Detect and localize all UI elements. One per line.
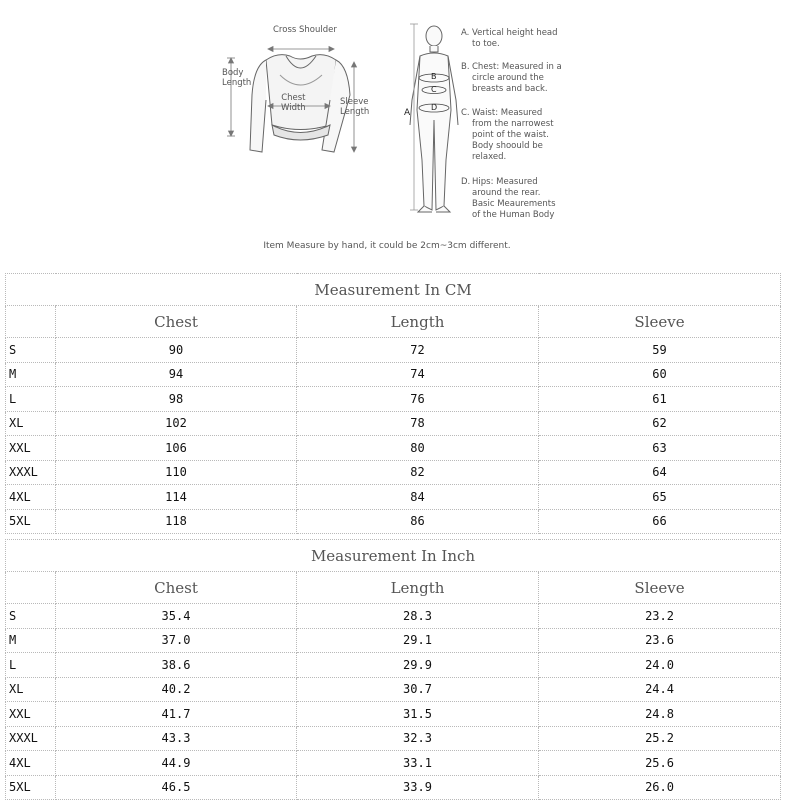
sleeve-cell: 61 xyxy=(539,387,781,412)
size-cell: M xyxy=(6,362,56,387)
header-chest: Chest xyxy=(56,306,297,338)
size-table-inch xyxy=(5,539,781,800)
table-row xyxy=(6,628,781,653)
sleeve-cell: 23.2 xyxy=(539,604,781,629)
sleeve-cell: 26.0 xyxy=(539,775,781,800)
chest-cell: 44.9 xyxy=(56,751,297,776)
sleeve-cell: 24.8 xyxy=(539,702,781,727)
chest-cell: 102 xyxy=(56,411,297,436)
size-cell: L xyxy=(6,387,56,412)
chest-cell: 43.3 xyxy=(56,726,297,751)
sleeve-cell: 66 xyxy=(539,509,781,534)
length-cell: 28.3 xyxy=(297,604,539,629)
table-row xyxy=(6,338,781,363)
size-cell: S xyxy=(6,338,56,363)
sleeve-cell: 24.4 xyxy=(539,677,781,702)
header-length: Length xyxy=(297,306,539,338)
header-length: Length xyxy=(297,572,539,604)
length-cell: 76 xyxy=(297,387,539,412)
sleeve-length-label: Sleeve Length xyxy=(340,97,370,117)
table-row xyxy=(6,775,781,800)
length-cell: 33.1 xyxy=(297,751,539,776)
size-cell: XXL xyxy=(6,702,56,727)
chest-cell: 114 xyxy=(56,485,297,510)
size-cell: XL xyxy=(6,677,56,702)
measurement-disclaimer: Item Measure by hand, it could be 2cm~3cm different. xyxy=(263,241,511,251)
length-cell: 30.7 xyxy=(297,677,539,702)
sleeve-cell: 25.6 xyxy=(539,751,781,776)
cross-shoulder-label: Cross Shoulder xyxy=(273,25,337,35)
size-cell: 4XL xyxy=(6,485,56,510)
length-cell: 84 xyxy=(297,485,539,510)
length-cell: 72 xyxy=(297,338,539,363)
table-title-cm: Measurement In CM xyxy=(6,274,781,306)
size-cell: XXL xyxy=(6,436,56,461)
figure-marker-c: C xyxy=(431,85,437,94)
note-a xyxy=(461,28,558,50)
length-cell: 74 xyxy=(297,362,539,387)
note-d xyxy=(461,177,556,221)
sleeve-cell: 65 xyxy=(539,485,781,510)
table-row xyxy=(6,702,781,727)
note-c xyxy=(461,108,554,163)
chest-cell: 40.2 xyxy=(56,677,297,702)
figure-marker-d: D xyxy=(431,103,438,112)
table-row xyxy=(6,677,781,702)
size-cell: L xyxy=(6,653,56,678)
note-d-key: D. xyxy=(461,177,471,187)
size-cell: XL xyxy=(6,411,56,436)
size-cell: 5XL xyxy=(6,775,56,800)
figure-marker-a: A xyxy=(404,108,411,118)
size-cell: XXXL xyxy=(6,726,56,751)
garment-and-body-diagram xyxy=(0,0,804,265)
body-length-label: Body Length xyxy=(222,68,252,88)
header-size xyxy=(6,306,56,338)
chest-cell: 41.7 xyxy=(56,702,297,727)
note-a-text: Vertical height head to toe. xyxy=(472,28,558,49)
header-size xyxy=(6,572,56,604)
table-row xyxy=(6,509,781,534)
size-cell: S xyxy=(6,604,56,629)
note-d-text: Hips: Measured around the rear. Basic Meaurements of the Human Body xyxy=(472,177,556,220)
note-b xyxy=(461,62,562,95)
length-cell: 29.1 xyxy=(297,628,539,653)
note-b-key: B. xyxy=(461,62,470,72)
chest-cell: 90 xyxy=(56,338,297,363)
figure-marker-b: B xyxy=(431,72,437,81)
length-cell: 86 xyxy=(297,509,539,534)
note-a-key: A. xyxy=(461,28,470,38)
table-row xyxy=(6,411,781,436)
inch-table-body xyxy=(6,604,781,800)
chest-cell: 35.4 xyxy=(56,604,297,629)
length-cell: 78 xyxy=(297,411,539,436)
size-guide-illustration xyxy=(0,0,804,265)
sleeve-cell: 23.6 xyxy=(539,628,781,653)
chest-cell: 110 xyxy=(56,460,297,485)
note-c-text: Waist: Measured from the narrowest point of the waist. Body shoould be relaxed. xyxy=(472,108,554,162)
sleeve-cell: 25.2 xyxy=(539,726,781,751)
length-cell: 33.9 xyxy=(297,775,539,800)
chest-cell: 98 xyxy=(56,387,297,412)
sleeve-cell: 24.0 xyxy=(539,653,781,678)
table-row xyxy=(6,485,781,510)
size-cell: 4XL xyxy=(6,751,56,776)
size-table-cm xyxy=(5,273,781,534)
chest-cell: 94 xyxy=(56,362,297,387)
sleeve-cell: 59 xyxy=(539,338,781,363)
length-cell: 32.3 xyxy=(297,726,539,751)
sleeve-cell: 60 xyxy=(539,362,781,387)
header-chest: Chest xyxy=(56,572,297,604)
table-row xyxy=(6,751,781,776)
cm-table-body xyxy=(6,338,781,534)
length-cell: 29.9 xyxy=(297,653,539,678)
table-title-inch: Measurement In Inch xyxy=(6,540,781,572)
sleeve-cell: 62 xyxy=(539,411,781,436)
table-row xyxy=(6,362,781,387)
chest-cell: 106 xyxy=(56,436,297,461)
size-cell: 5XL xyxy=(6,509,56,534)
size-cell: XXXL xyxy=(6,460,56,485)
length-cell: 80 xyxy=(297,436,539,461)
table-row xyxy=(6,653,781,678)
chest-cell: 38.6 xyxy=(56,653,297,678)
table-row xyxy=(6,604,781,629)
sleeve-cell: 63 xyxy=(539,436,781,461)
note-b-text: Chest: Measured in a circle around the breasts and back. xyxy=(472,62,562,94)
table-row xyxy=(6,387,781,412)
chest-width-label: Chest Width xyxy=(281,93,306,113)
sleeve-cell: 64 xyxy=(539,460,781,485)
table-row xyxy=(6,436,781,461)
chest-cell: 46.5 xyxy=(56,775,297,800)
chest-cell: 37.0 xyxy=(56,628,297,653)
chest-cell: 118 xyxy=(56,509,297,534)
table-row xyxy=(6,460,781,485)
length-cell: 82 xyxy=(297,460,539,485)
size-cell: M xyxy=(6,628,56,653)
note-c-key: C. xyxy=(461,108,470,118)
header-sleeve: Sleeve xyxy=(539,572,781,604)
table-row xyxy=(6,726,781,751)
length-cell: 31.5 xyxy=(297,702,539,727)
header-sleeve: Sleeve xyxy=(539,306,781,338)
